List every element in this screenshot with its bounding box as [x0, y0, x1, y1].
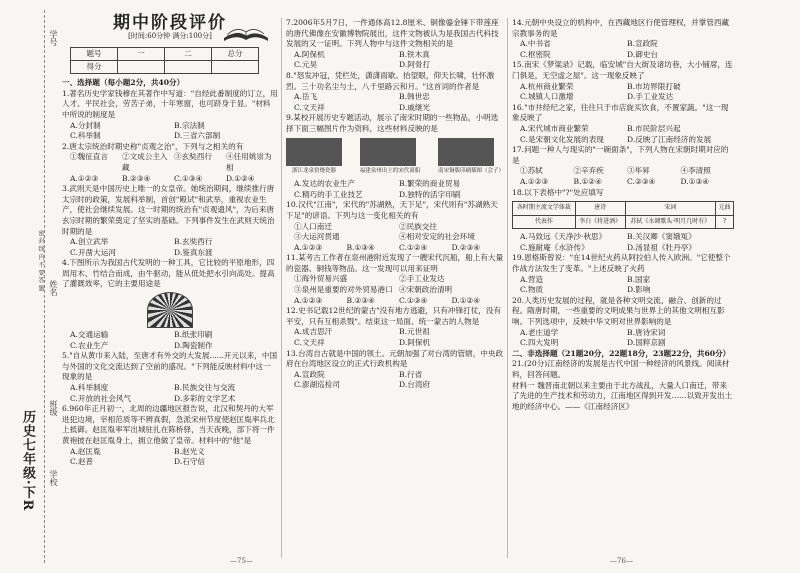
option[interactable]: B.①③④: [346, 242, 375, 252]
option[interactable]: A.赵匡胤: [70, 446, 101, 456]
option[interactable]: D.戚继光: [399, 102, 431, 112]
image-caption: 南宋铜版印刷插图（会子）: [437, 167, 504, 174]
option[interactable]: C.施耐庵《水浒传》: [520, 242, 589, 252]
literature-table: [512, 201, 734, 229]
question: 10.汉代"江南"，宋代的"苏湖熟，天下足"，宋代则有"苏湖熟天下足"的谚语。下列与这一变化相关的有: [286, 200, 498, 220]
section-heading: 一、选择题（每小题2分，共40分）: [62, 78, 185, 88]
option[interactable]: A.老庄道学: [520, 327, 559, 337]
option[interactable]: D.石守信: [174, 457, 206, 467]
option[interactable]: D.①③④: [680, 176, 710, 186]
option[interactable]: D.御史台: [627, 49, 659, 59]
option[interactable]: B.唐诗宋词: [627, 327, 666, 337]
class-label: 班级: [49, 400, 58, 416]
option: ②文成公主入藏: [122, 152, 168, 172]
option[interactable]: A.①②③: [70, 173, 99, 183]
image-caption: 福建泉州出土的宋代商船: [359, 167, 421, 174]
left-column: [62, 13, 278, 468]
option[interactable]: D.阿骨打: [399, 60, 431, 70]
question: 17.问题一种人与现实的"一碗面条"，下列人物在宋朝时期对应的是: [512, 145, 729, 165]
question: 1.著名历史学家钱穆在其著作中写道："自经此番制度的订立，用人才、平民社会，劳苦子弟，十年寒窗，也可跻身于显。"材料中所说的制度是: [62, 88, 278, 119]
option: ③泉州是重要的对外贸易港口: [294, 285, 393, 295]
option[interactable]: A.宋代城市商业繁荣: [520, 123, 589, 133]
option[interactable]: C.科举制: [70, 131, 101, 141]
option[interactable]: C.开凿大运河: [70, 247, 116, 257]
cut-note: 密 封 线 内 不 要 答 题: [37, 230, 44, 292]
score-input[interactable]: [212, 61, 259, 74]
option[interactable]: C.开放的社会风气: [70, 393, 132, 403]
option[interactable]: A.发达的农业生产: [294, 179, 356, 189]
question: 4.下图所示为我国古代发明的一种工具，它比较的平原地形，四周用木、竹结合而成，由牛驱动，能从低处把水引向高处。提高了灌溉效率，它的主要用途是: [62, 258, 275, 289]
option[interactable]: B.②③④: [346, 295, 375, 305]
option[interactable]: B.玄奘西行: [174, 237, 213, 247]
option[interactable]: A.创立武举: [70, 237, 109, 247]
score-cell: 题号: [71, 48, 118, 61]
option[interactable]: C.①③④: [174, 173, 203, 183]
artifact-photo: [286, 138, 342, 166]
option[interactable]: A.成吉思汗: [294, 327, 333, 337]
option[interactable]: D.①②④: [226, 173, 255, 183]
option: ④宋朝政治清明: [399, 285, 453, 295]
option[interactable]: A.宣政院: [294, 369, 325, 379]
option: ①人口南迁: [294, 221, 332, 231]
option[interactable]: C.①③④: [399, 295, 428, 305]
binding-margin: [0, 0, 56, 573]
table-cell: 唐诗: [575, 202, 625, 216]
option: ③玄奘西行: [174, 152, 212, 162]
table-cell: 元曲: [715, 202, 733, 216]
option[interactable]: D.反映了江南经济的发展: [627, 134, 712, 144]
option[interactable]: C.精巧的手工业技艺: [294, 189, 363, 199]
middle-column: [286, 18, 504, 391]
option: ①海外贸易兴盛: [294, 274, 348, 284]
table-cell: ?: [715, 215, 733, 229]
artifact-images: [286, 138, 504, 177]
table-cell: 李白《将进酒》: [575, 215, 625, 229]
option[interactable]: B.赵光义: [174, 446, 205, 456]
option[interactable]: A.①②③: [294, 242, 323, 252]
option[interactable]: B.纸张印刷: [174, 330, 213, 340]
option[interactable]: C.枢密院: [520, 49, 551, 59]
option[interactable]: A.科举制度: [70, 383, 109, 393]
option[interactable]: C.城镇人口激增: [520, 92, 574, 102]
option: ①苏轼: [520, 166, 543, 176]
option: ③大运河贯通: [294, 232, 340, 242]
option[interactable]: A.马致远《天净沙·秋思》: [520, 232, 607, 242]
option: ①魏征直言: [70, 152, 108, 162]
option[interactable]: D.①②④: [451, 295, 481, 305]
option[interactable]: D.陶瓷制作: [174, 340, 213, 350]
option[interactable]: B.②③④: [122, 173, 151, 183]
column-divider: [507, 18, 508, 558]
option[interactable]: D.手工业发达: [627, 92, 674, 102]
option[interactable]: B.宣政院: [627, 39, 658, 49]
page-title: 期中阶段评价: [113, 13, 227, 33]
option[interactable]: B.①②④: [573, 176, 602, 186]
section-heading: 二、非选择题（21题20分，22题18分，23题22分，共60分）: [512, 348, 731, 358]
score-cell: 总分: [212, 48, 259, 61]
option[interactable]: C.物质: [520, 285, 544, 295]
option[interactable]: A.①②③: [520, 176, 549, 186]
option[interactable]: C.文天祥: [294, 338, 325, 348]
option[interactable]: C.农业生产: [70, 340, 109, 350]
option[interactable]: B.繁荣的商业贸易: [399, 179, 461, 189]
question: 6.960年正月初一，北周的边疆地区报告说，北汉和契丹的大军进犯边境，宰相范质等不辨真假，急派宋州节度使赵匡胤率兵北上抵御。赵匡胤率军出城驻扎在陈桥驿，当天夜晚，部下将一件黄袍披在赵匡胤身上，拥立他做了皇帝。材料中的"他"是: [62, 404, 275, 445]
option[interactable]: B.铁木真: [399, 49, 430, 59]
option[interactable]: D.汤显祖《牡丹亭》: [627, 242, 696, 252]
question: 18.以下表格中"?"处应填写: [512, 187, 604, 197]
question: 5."自从黄巾来入陆，至唐才有外交的大发展......开元以来，中国与外国的文化交流达到了空前的盛况。"下列能反映材料中这一现象的是: [62, 351, 278, 382]
option[interactable]: B.民族交往与交流: [174, 383, 236, 393]
question: 19.恩格斯曾说："在14世纪火药从阿拉伯人传入欧洲。"它使整个作战方法发生了变革。"上述反映了火药: [512, 253, 731, 274]
option[interactable]: C.元昊: [294, 60, 318, 70]
option: ③毕昇: [627, 166, 650, 176]
table-cell: 宋词: [625, 202, 715, 216]
option: ④任用姚崇为相: [226, 152, 272, 172]
score-input[interactable]: [165, 61, 212, 74]
question: 9.某校开展历史专题活动，展示了南宋时期的一些物品，小明选择下面三幅图片作为资料，这些材料反映的是: [286, 113, 499, 133]
option[interactable]: D.②③④: [451, 242, 481, 252]
right-column: [512, 18, 734, 412]
option[interactable]: B.韩世忠: [399, 92, 430, 102]
score-input[interactable]: [118, 61, 165, 74]
option[interactable]: A.岳飞: [294, 92, 318, 102]
option[interactable]: B.国家: [627, 274, 651, 284]
option[interactable]: D.三省六部制: [174, 131, 221, 141]
option[interactable]: C.文天祥: [294, 102, 325, 112]
option[interactable]: D.多彩的文学艺术: [174, 393, 236, 403]
option[interactable]: A.阿保机: [294, 49, 325, 59]
option: ②民族交往: [399, 221, 437, 231]
column-divider: [281, 18, 282, 558]
option[interactable]: C.四大发明: [520, 338, 559, 348]
score-table: [70, 47, 259, 74]
option[interactable]: B.市坊界限打破: [627, 81, 681, 91]
option[interactable]: D.影响: [627, 285, 651, 295]
option[interactable]: B.关汉卿《窦娥冤》: [627, 232, 696, 242]
option[interactable]: B.宗法制: [174, 120, 205, 130]
table-cell: 代表作: [513, 215, 576, 229]
name-label: 姓名: [49, 280, 58, 296]
score-cell: 得分: [71, 61, 118, 74]
question: 2.唐太宗统治时期史称"贞观之治"，下列与之相关的有: [62, 141, 244, 151]
option[interactable]: D.台湾府: [399, 380, 431, 390]
option[interactable]: A.分封制: [70, 120, 101, 130]
option[interactable]: A.交通运输: [70, 330, 109, 340]
artifact-photo: [438, 138, 494, 166]
option[interactable]: A.营造: [520, 274, 544, 284]
option: ②手工业发达: [399, 274, 445, 284]
option[interactable]: D.独特的活字印刷: [399, 189, 461, 199]
question: 8."怒发冲冠，凭栏处，潇潇雨歇。抬望眼，仰天长啸，壮怀激烈。三十功名尘与土，八千里路云和月。"这首词的作者是: [286, 70, 495, 91]
option[interactable]: C.澎湖巡检司: [294, 380, 340, 390]
option[interactable]: A.中书省: [520, 39, 551, 49]
question: 20.人类历史发展的过程，就是各种文明交流、融合、创新的过程。隋唐时期，一些重要的文明成果与世界上的其他文明相互影响。下列选项中，反映中华文明对世界影响的是: [512, 295, 725, 327]
school-label: 学校: [49, 470, 58, 486]
option[interactable]: B.元世祖: [399, 327, 430, 337]
option[interactable]: B.市民阶层兴起: [627, 123, 681, 133]
option: ④相对安定的社会环境: [399, 232, 475, 242]
exam-meta: [时间:60分钟 满分:100分]: [128, 31, 212, 40]
question: 14.元朝中央设立的机构中，在西藏地区行使管理权，并掌管西藏宗教事务的是: [512, 18, 730, 38]
option[interactable]: D.国粹京剧: [627, 338, 666, 348]
artifact-photo: [360, 138, 416, 166]
question: 12.史书记载12世纪的蒙古"没有地方逃避，只有冲锋打仗，没有平安，只有互相杀戮"。结束这一局面、统一蒙古的人物是: [286, 306, 502, 326]
option: ④李清照: [680, 166, 711, 176]
page-number-right: —76—: [610, 557, 633, 565]
question: 11.某考古工作者在泉州港附近发现了一艘宋代沉船，船上有大量的瓷器、铜钱等物品。这一发现可以用来证明: [286, 253, 504, 273]
score-cell: 一: [118, 48, 165, 61]
option: ②辛弃疾: [573, 166, 604, 176]
table-cell: 各时期主流文学体裁: [513, 202, 576, 216]
table-cell: 苏轼《水调歌头·明月几时有》: [625, 215, 715, 229]
question: 7.2006年5月7日，一件通体高12.8厘米、铜像鎏金锤下带莲座的唐代佛像在安徽博物院展出，这件文物被认为是我国古代科技发展的又一证明。下列人物中与这件文物相关的是: [286, 18, 499, 49]
option[interactable]: D.鉴真东渡: [174, 247, 213, 257]
question: 16."市井经纪之家，往往只于市店旋买饮食，不置家蔬。"这一现象反映了: [512, 102, 729, 123]
question: 3.武则天是中国历史上唯一的女皇帝。她统治期间，继续推行唐太宗时的政策，发展科举制，首创"殿试"和武举，重视农业生产，使社会继续发展。这一时期的统治有"贞观遗风"，为后来唐玄宗时期的繁荣奠定了坚实的基础。下列事件发生在武则天统治时期的是: [62, 184, 275, 236]
question: 21.(20分)江南经济的发展是古代中国一种经济的风景线。阅读材料，回答问题。: [512, 359, 730, 379]
question: 13.台湾自古就是中国的领土。元朝加强了对台湾的管辖，中央政府在台湾地区设立的正式行政机构是: [286, 348, 504, 369]
option[interactable]: B.行省: [399, 369, 423, 379]
subject-label: 历史七年级·下R: [20, 410, 35, 512]
option[interactable]: A.杭州商业繁荣: [520, 81, 574, 91]
score-cell: 二: [165, 48, 212, 61]
image-caption: 浙江龙泉窑烧瓷器: [291, 167, 336, 174]
open-book-icon: [222, 16, 270, 42]
question: 15.南宋《梦粱录》记载，临安城"自大街及诸坊巷，大小铺席，连门俱是，无空虚之屋"。这一现象反映了: [512, 60, 733, 80]
option[interactable]: C.赵普: [70, 457, 94, 467]
option[interactable]: D.阿保机: [399, 338, 431, 348]
option[interactable]: A.①②③: [294, 295, 323, 305]
waterwheel-image: [147, 292, 193, 328]
option[interactable]: C.是宋朝文化发展的表现: [520, 134, 604, 144]
material-text: 材料一 魏晋南北朝以来主要由于北方战乱，大量人口南迁，带来了先进的生产技术和劳动力，江南地区得到开发……以致开发出土地的经济中心。——《江南经济区》: [512, 380, 733, 411]
option[interactable]: C.②③④: [627, 176, 656, 186]
student-number-label: 学号: [49, 30, 58, 46]
option[interactable]: C.①②④: [399, 242, 428, 252]
page-number-left: —75—: [230, 557, 253, 565]
